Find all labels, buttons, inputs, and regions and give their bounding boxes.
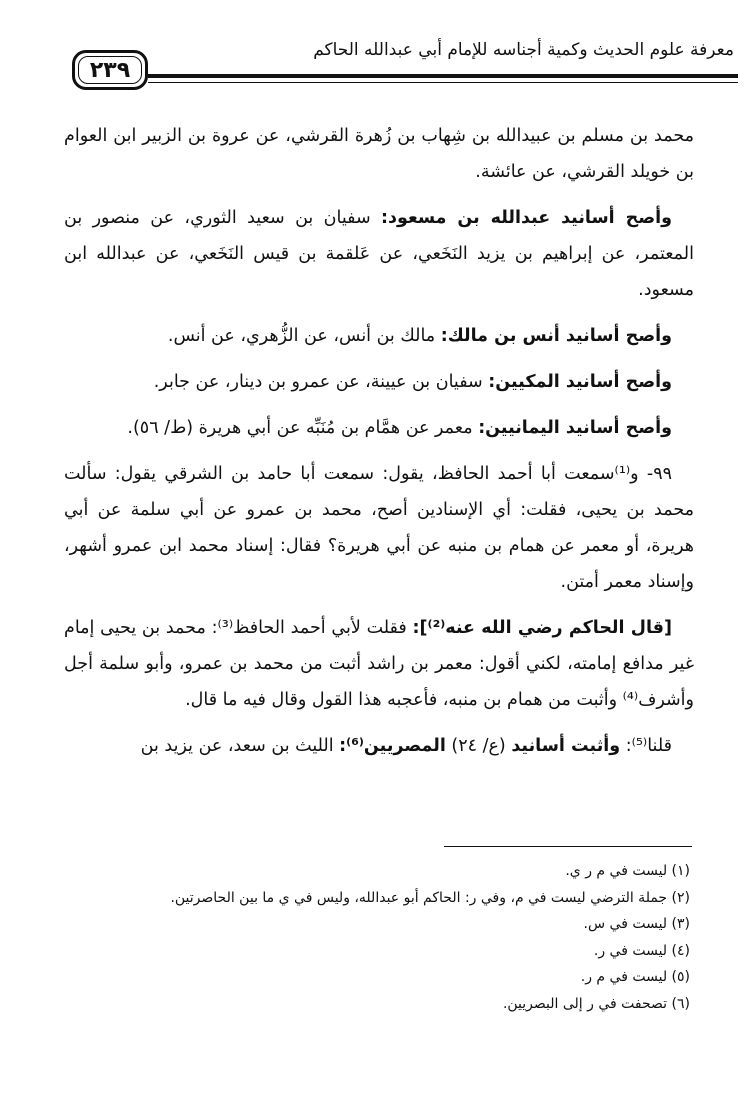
page-number-badge — [72, 50, 148, 90]
text-ibn-masud: سفيان بن سعيد الثوري، عن منصور بن المعتمر، عن إبراهيم بن يزيد النَخَعي، عن عَلقمة بن قيس النَخَعي، عن عبدالله ابن مسعود. — [64, 208, 694, 300]
paragraph-hadith-99 — [64, 456, 694, 600]
footnote-item: (٢) جملة الترضي ليست في م، وفي ر: الحاكم أبو عبدالله، وليس في ي ما بين الحاصرتين. — [170, 889, 690, 906]
text-makkiyin: سفيان بن عيينة، عن عمرو بن دينار، عن جابر. — [153, 372, 489, 392]
paragraph-hakim — [64, 610, 694, 718]
text-misriyin: الليث بن سعد، عن يزيد بن — [140, 736, 340, 756]
text-qulna: قلنا⁽⁵⁾: — [620, 736, 672, 756]
footnote-item: (٤) ليست في ر. — [593, 942, 690, 959]
text-anas: مالك بن أنس، عن الزُّهري، عن أنس. — [167, 326, 441, 346]
heading-ibn-masud: وأصح أسانيد عبدالله بن مسعود: — [381, 208, 672, 228]
paragraph-misriyin — [64, 728, 694, 764]
heading-anas: وأصح أسانيد أنس بن مالك: — [440, 326, 672, 346]
footnote-separator — [444, 846, 692, 847]
paragraph-1 — [64, 118, 694, 190]
header-rule-thin — [148, 82, 738, 83]
heading-yamaniyin: وأصح أسانيد اليمانيين: — [478, 418, 672, 438]
paragraph-1-text: محمد بن مسلم بن عبيدالله بن شِهاب بن زُهرة القرشي، عن عروة بن الزبير ابن العوام بن خويلد القرشي، عن عائشة. — [64, 126, 694, 182]
heading-hakim: [قال الحاكم رضي الله عنه⁽²⁾]: — [412, 618, 672, 638]
header-rule — [148, 74, 738, 78]
running-title: معرفة علوم الحديث وكمية أجناسه للإمام أبي عبدالله الحاكم — [313, 40, 734, 60]
paragraph-anas — [64, 318, 694, 354]
text-hakim: فقلت لأبي أحمد الحافظ⁽³⁾: محمد بن يحيى إمام غير مدافع إمامته، لكني أقول: معمر بن راشد أثبت من محمد بن عمرو، وأبو سلمة أجل وأشرف⁽⁴⁾ وأثبت من همام بن منبه، فأعجبه هذا القول وقال فيه ما قال. — [64, 618, 694, 710]
paragraph-makkiyin — [64, 364, 694, 400]
text-manuscript-ref: (ع/ ٢٤) — [445, 736, 512, 756]
text-hadith-99: ٩٩- و⁽¹⁾سمعت أبا أحمد الحافظ، يقول: سمعت أبا حامد بن الشرقي يقول: سألت محمد بن يحيى، فقلت: أي الإسنادين أصح، محمد بن عمرو عن أبي سلمة عن أبي هريرة، أو معمر عن همام بن منبه عن أبي هريرة؟ فقال: إسناد محمد ابن عمرو أشهر، وإسناد معمر أمتن. — [64, 464, 694, 592]
main-text — [64, 118, 694, 774]
paragraph-ibn-masud — [64, 200, 694, 308]
footnote-item: (٣) ليست في س. — [583, 916, 690, 932]
footnotes — [60, 858, 690, 1017]
footnote-item: (٦) تصحفت في ر إلى البصريين. — [502, 995, 690, 1012]
footnote-item: (٥) ليست في م ر. — [580, 969, 690, 985]
heading-misriyin-2: المصريين⁽⁶⁾: — [339, 736, 446, 756]
page-number: ٢٣٩ — [89, 57, 131, 83]
footnote-item: (١) ليست في م ر ي. — [565, 863, 690, 879]
paragraph-yamaniyin — [64, 410, 694, 446]
heading-makkiyin: وأصح أسانيد المكيين: — [488, 372, 672, 392]
page-header — [72, 28, 738, 98]
text-yamaniyin: معمر عن همَّام بن مُنَبِّه عن أبي هريرة (ط/ ٥٦). — [127, 418, 479, 438]
heading-misriyin-1: وأثبت أسانيد — [511, 736, 621, 756]
